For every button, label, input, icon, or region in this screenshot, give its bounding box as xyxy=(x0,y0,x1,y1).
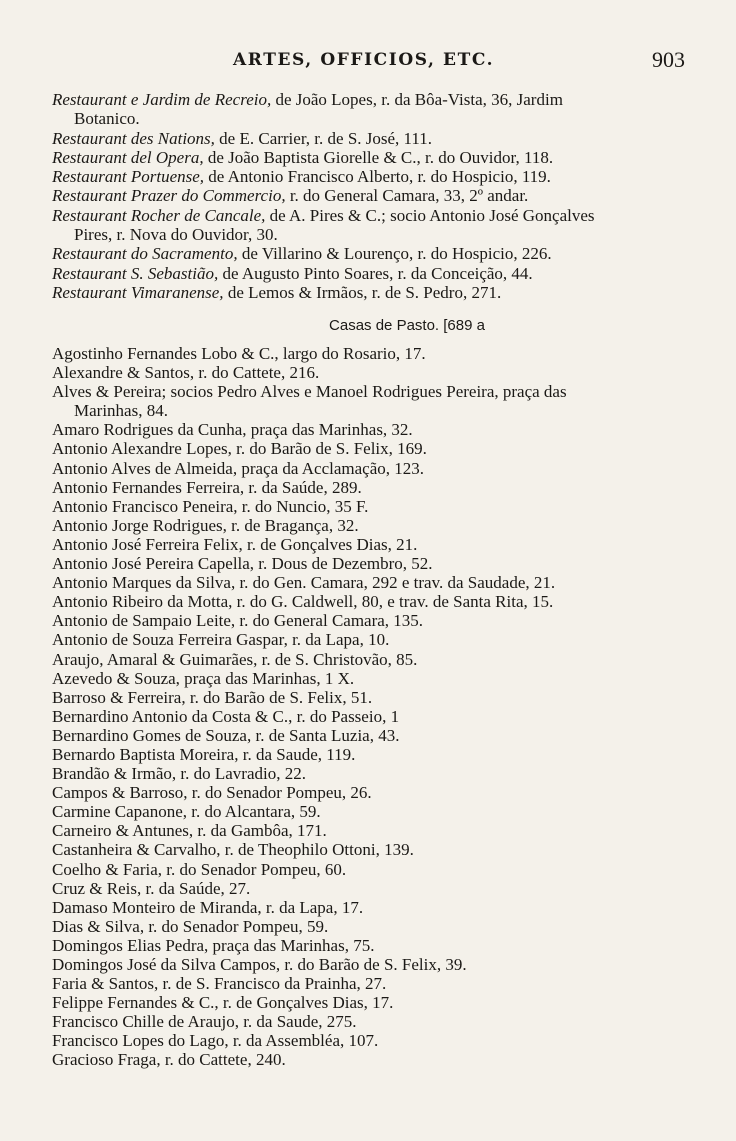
list-item: Araujo, Amaral & Guimarães, r. de S. Christovão, 85. xyxy=(52,649,418,669)
list-item: Brandão & Irmão, r. do Lavradio, 22. xyxy=(52,764,306,784)
list-item: Dias & Silva, r. do Senador Pompeu, 59. xyxy=(52,916,329,936)
list-item: Gracioso Fraga, r. do Cattete, 240. xyxy=(52,1050,286,1070)
section-heading: Casas de Pasto. [689 a xyxy=(329,317,485,334)
list-item: Faria & Santos, r. de S. Francisco da Prainha, 27. xyxy=(52,974,387,994)
page-number: 903 xyxy=(652,47,685,72)
list-item: Restaurant Prazer do Commercio, r. do General Camara, 33, 2º andar. xyxy=(52,186,529,206)
list-item: Bernardino Antonio da Costa & C., r. do Passeio, 1 xyxy=(52,706,400,726)
list-item: Restaurant do Sacramento, de Villarino & Lourenço, r. do Hospicio, 226. xyxy=(52,244,552,264)
list-item: Domingos Elias Pedra, praça das Marinhas, 75. xyxy=(52,935,375,955)
list-item: Alves & Pereira; socios Pedro Alves e Manoel Rodrigues Pereira, praça das Marinhas, 84. xyxy=(52,382,567,421)
list-item: Bernardino Gomes de Souza, r. de Santa Luzia, 43. xyxy=(52,725,400,745)
list-item: Bernardo Baptista Moreira, r. da Saude, 119. xyxy=(52,744,356,764)
list-item: Francisco Lopes do Lago, r. da Assembléa, 107. xyxy=(52,1031,379,1051)
list-item: Antonio José Pereira Capella, r. Dous de Dezembro, 52. xyxy=(52,554,433,574)
list-item: Campos & Barroso, r. do Senador Pompeu, 26. xyxy=(52,783,372,803)
list-item: Francisco Chille de Araujo, r. da Saude, 275. xyxy=(52,1012,357,1032)
list-item: Carmine Capanone, r. do Alcantara, 59. xyxy=(52,802,321,822)
list-item: Antonio Ribeiro da Motta, r. do G. Caldwell, 80, e trav. de Santa Rita, 15. xyxy=(52,592,554,612)
list-item: Amaro Rodrigues da Cunha, praça das Marinhas, 32. xyxy=(52,420,413,440)
list-item: Agostinho Fernandes Lobo & C., largo do Rosario, 17. xyxy=(52,344,426,363)
list-item: Damaso Monteiro de Miranda, r. da Lapa, 17. xyxy=(52,897,364,917)
list-item: Antonio de Souza Ferreira Gaspar, r. da Lapa, 10. xyxy=(52,630,390,650)
list-item: Cruz & Reis, r. da Saúde, 27. xyxy=(52,878,251,898)
list-item: Castanheira & Carvalho, r. de Theophilo Ottoni, 139. xyxy=(52,840,414,860)
list-item: Azevedo & Souza, praça das Marinhas, 1 X. xyxy=(52,668,355,688)
list-item: Restaurant del Opera, de João Baptista Giorelle & C., r. do Ouvidor, 118. xyxy=(52,147,554,167)
list-item: Carneiro & Antunes, r. da Gambôa, 171. xyxy=(52,821,327,841)
list-item: Coelho & Faria, r. do Senador Pompeu, 60. xyxy=(52,859,347,879)
list-item: Antonio Francisco Peneira, r. do Nuncio, 35 F. xyxy=(52,496,369,516)
list-item: Restaurant e Jardim de Recreio, de João Lopes, r. da Bôa-Vista, 36, Jardim Botanico. xyxy=(52,90,563,129)
list-item: Restaurant Rocher de Cancale, de A. Pires & C.; socio Antonio José Gonçalves Pires, r. Nova do Ouvidor, 30. xyxy=(52,205,595,245)
list-item: Antonio Fernandes Ferreira, r. da Saúde, 289. xyxy=(52,477,362,497)
running-title: ARTES, OFFICIOS, ETC. xyxy=(233,50,495,70)
list-item: Antonio José Ferreira Felix, r. de Gonçalves Dias, 21. xyxy=(52,534,418,554)
list-item: Antonio Jorge Rodrigues, r. de Bragança, 32. xyxy=(52,515,359,535)
list-item: Domingos José da Silva Campos, r. do Barão de S. Felix, 39. xyxy=(52,955,467,974)
list-item: Antonio Marques da Silva, r. do Gen. Camara, 292 e trav. da Saudade, 21. xyxy=(52,573,556,593)
list-item: Barroso & Ferreira, r. do Barão de S. Felix, 51. xyxy=(52,687,373,707)
page-header xyxy=(0,47,736,84)
list-item: Antonio Alexandre Lopes, r. do Barão de S. Felix, 169. xyxy=(52,439,427,459)
list-item: Restaurant Vimaranense, de Lemos & Irmãos, r. de S. Pedro, 271. xyxy=(52,282,502,302)
list-item: Restaurant S. Sebastião, de Augusto Pinto Soares, r. da Conceição, 44. xyxy=(52,263,533,283)
list-item: Felippe Fernandes & C., r. de Gonçalves Dias, 17. xyxy=(52,993,394,1013)
list-item: Restaurant Portuense, de Antonio Francisco Alberto, r. do Hospicio, 119. xyxy=(52,167,551,187)
list-item: Antonio de Sampaio Leite, r. do General Camara, 135. xyxy=(52,611,424,631)
list-item: Antonio Alves de Almeida, praça da Acclamação, 123. xyxy=(52,458,424,478)
casas-de-pasto-list xyxy=(52,344,692,1070)
list-item: Restaurant des Nations, de E. Carrier, r. de S. José, 111. xyxy=(52,128,433,148)
restaurant-list xyxy=(52,90,692,302)
list-item: Alexandre & Santos, r. do Cattete, 216. xyxy=(52,363,320,383)
